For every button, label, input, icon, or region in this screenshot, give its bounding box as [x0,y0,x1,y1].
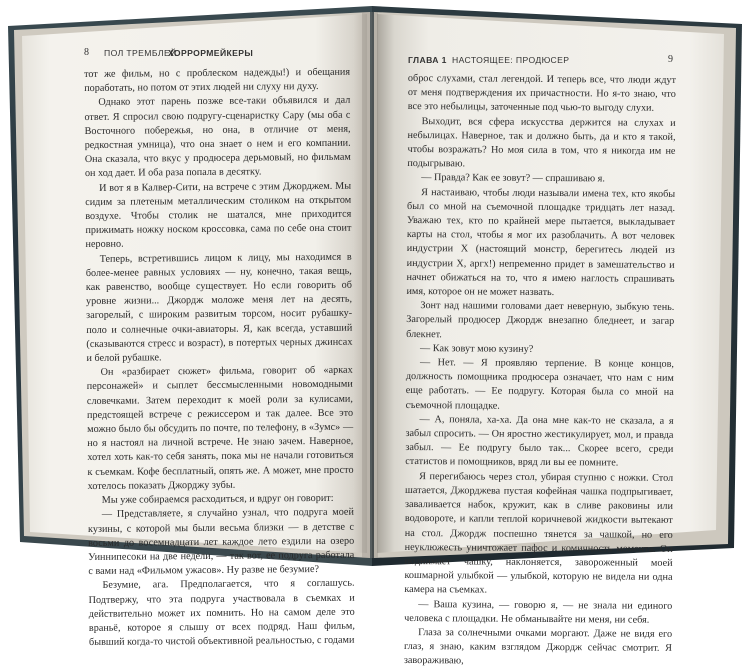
right-running-head-section: НАСТОЯЩЕЕ: ПРОДЮСЕР [452,55,570,65]
paragraph: Теперь, встретившись лицом к лицу, мы находимся в более-менее равных условиях — ну, конечно, такая вещь, как равенство, вообще существует. Но если говорить об уровне жизни... Джордж моложе меня лет на десять, загорелый, с широким развитым торсом, носит рубашку-поло и солнечные очки-авиаторы. Я, как всегда, уставший (сказываются стресс и возраст), в потертых черных джинсах и белой рубашке. [85,251,353,365]
chapter-label: ГЛАВА 1 [408,55,447,65]
paragraph: Я перегибаюсь через стол, убирая ступню с ножки. Стол шатается, Джорджева пустая кофейная чашка подпрыгивает, заваливается набок, кружит, как в сливе раковины или водовороте, и капли теплой коричневой жидкости вытекают на стол. Джордж поспешно тянется за чашкой, но его неуклюжесть уничтожает пафос и комичность момента. Он поднимает чашку, наклоняется, завороженный моей кошмарной улыбкой — улыбкой, которую не видела ни одна камера на съемках. [404,470,674,596]
right-running-head-chapter [408,55,447,65]
paragraph: Зонт над нашими головами дает неверную, зыбкую тень. Загорелый продюсер Джордж внезапно бледнеет, и загар блекнет. [406,300,675,340]
paragraph: — Правда? Как ее зовут? — спрашиваю я. [421,172,605,185]
paragraph: — Как зовут мою кузину? [420,342,534,355]
paragraph: Выходит, вся сфера искусства держится на слухах и небылицах. Наверное, так и должно быть, да и кто я такой, чтобы возражать? Но моя сила в том, что я никогда им не подыгрываю. [407,115,676,170]
paragraph: Он «разбирает сюжет» фильма, говорит об «арках персонажей» и сыплет бессмысленными новомодными словечками. Затем переходит к моей роли за кулисами, предстоящей встрече с режиссером и так далее. Все это можно было бы обсудить по почте, по телефону, в «Зумс» — но я настоял на личной встрече. Не знаю зачем. Наверное, хотел хоть как-то себя занять, пока мы не начали готовиться к съемкам. Кофе бесплатный, опять же. А может, мне просто хотелось показать Джорджу зубы. [86,364,354,492]
paragraph: тот же фильм, но с проблеском надежды!) и обещания поработать, но потом от этих людей ни слуху ни духу. [84,66,351,95]
paragraph: оброс слухами, стал легендой. И теперь все, что люди ждут от меня подтверждения их причастности. Но я-то знаю, что все это небылицы, заточенные под чью-то выгоду слухи. [407,72,676,115]
paragraph: Однако этот парень позже все-таки объявился и дал ответ. Я спросил свою подругу-сценаристку Сару (мы оба с Восточного побережья, но она, в отличие от меня, редкостная умница), что она знает о нем и его компании. Она сказала, что вкус у продюсера дерьмовый, но фильмам он ход дает. И оба раза попала в десятку. [84,95,351,180]
paragraph: — Ваша кузина, — говорю я, — не знала ни единого человека с площадки. Не обманывайте ни меня, ни себя. [404,598,673,626]
gutter-shadow [362,12,378,558]
paragraph: — Представляете, я случайно узнал, что подруга моей кузины, с которой мы были весьма близки — в детстве с восьми до восемнадцати лет каждое лето ездили на озеро Уиннипесоки на две недели, — так вот, ее подруга работала с вами над «Фильмом ужасов». Ну разве не безумие? [87,506,355,578]
paragraph: И вот я в Калвер-Сити, на встрече с этим Джорджем. Мы сидим за плетеным металлическим столиком на открытом воздухе. Чтобы столик не шатался, мне приходится прижимать ножку носком кроссовка, сама по себе она стоит неровно. [85,180,352,251]
paragraph: — А, поняла, ха-ха. Да она мне как-то не сказала, а я забыл спросить. — Он яростно жестикулирует, мол, и правда забыл. — Ее подругу было так... Скорее всего, среди статистов и помощников, вряд ли вы ее помните. [405,413,674,469]
paragraph: Безумие, ага. Предполагается, что я соглашусь. Подтвержу, что эта подруга участвовала в съемках и действительно может их помнить. Но на самом деле это враньё, которое я слышу от всех подряд. Наш фильм, бывший когда-то чистой объективной реальностью, с годами [88,577,355,649]
book-title: ХОРРОРМЕЙКЕРЫ [168,48,254,58]
paragraph: — Нет. — Я проявляю терпение. В конце концов, должность помощника продюсера означает, что нам с ним еще работать. — Ее подругу. Которая была со мной на съемочной площадке. [405,357,675,412]
paragraph: Я настаиваю, чтобы люди называли имена тех, кто якобы был со мной на съемочной площадке тридцать лет назад. Уважаю тех, кто по крайней мере пытается, выкладывает карты на стол, чтобы я мог их разоблачить. А вот человек индустрии X (настоящий монстр, берегитесь людей из индустрии X, аргх!) непременно придет в замешательство и начнет обижаться на то, что я имею наглость спрашивать имя, которое он не может назвать. [406,186,676,299]
right-page-text [404,72,676,670]
paragraph: Мы уже собираемся расходиться, и вдруг он говорит: [101,492,334,506]
left-page-number: 8 [84,47,89,58]
left-running-head-title [168,48,253,58]
left-page-text [84,66,355,651]
right-page-number: 9 [668,54,673,65]
left-running-head-author: ПОЛ ТРЕМБЛЕЙ [104,48,177,58]
paragraph: Глаза за солнечными очками моргают. Даже не видя его глаз, я знаю, каким взглядом Джордж сейчас смотрит. Я завораживаю, [403,627,673,667]
